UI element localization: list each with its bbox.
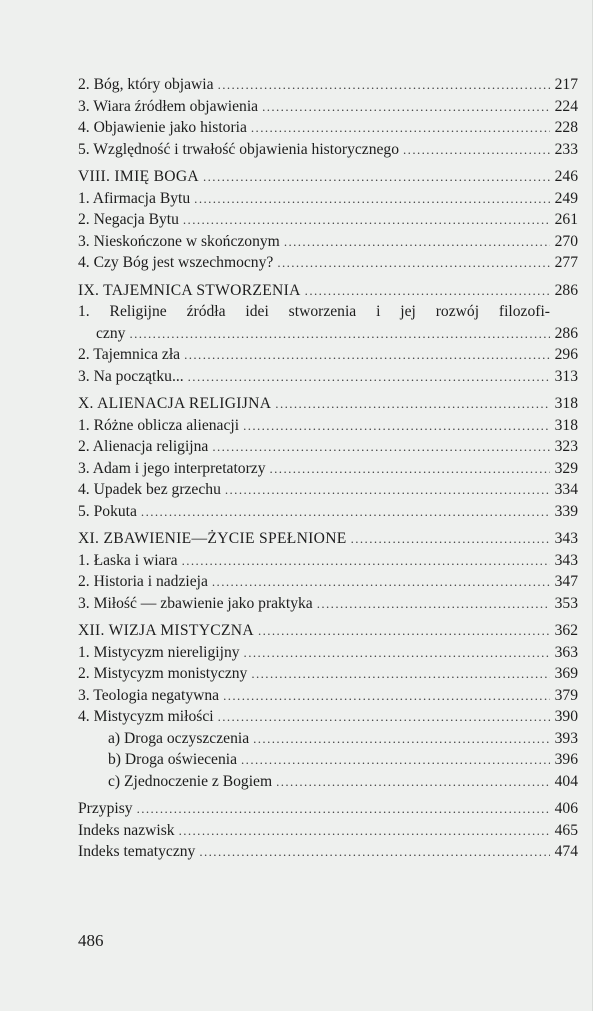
toc-entry xyxy=(78,644,578,666)
toc-entry-page: 313 xyxy=(554,367,578,385)
toc-entry-page: 286 xyxy=(554,324,578,342)
toc-entry-page: 246 xyxy=(554,168,578,185)
toc-entry-page: 347 xyxy=(554,573,578,590)
dot-leader xyxy=(277,255,550,271)
dot-leader xyxy=(203,169,550,185)
toc-entry-page: 465 xyxy=(554,821,578,839)
toc-entry xyxy=(78,190,578,212)
toc-entry-page: 270 xyxy=(554,232,578,250)
toc-entry xyxy=(78,438,578,460)
toc-entry-label: 3. Na początku... xyxy=(78,367,184,385)
toc-entry-label: 2. Alienacja religijna xyxy=(78,438,209,455)
toc-entry-page: 353 xyxy=(554,594,578,612)
toc-entry xyxy=(78,98,578,120)
toc-entry xyxy=(78,417,578,439)
dot-leader xyxy=(351,531,550,547)
toc-entry-label: a) Droga oczyszczenia xyxy=(108,729,250,747)
toc-entry xyxy=(78,552,578,574)
toc-entry-page: 217 xyxy=(554,76,578,93)
toc-chapter-heading xyxy=(78,622,578,644)
toc-entry-page: 233 xyxy=(554,140,578,158)
toc-entry-label: 2. Bóg, który objawia xyxy=(78,76,214,93)
toc-entry-label: 1. Afirmacja Bytu xyxy=(78,189,191,207)
dot-leader xyxy=(141,504,550,520)
toc-chapter-heading xyxy=(78,395,578,417)
dot-leader xyxy=(275,396,550,412)
toc-entry-label: 1. Różne oblicza alienacji xyxy=(78,416,240,434)
toc-entry-page: 363 xyxy=(554,643,578,661)
dot-leader xyxy=(403,142,550,158)
toc-entry-page: 228 xyxy=(554,119,578,136)
toc-entry-page: 390 xyxy=(554,708,578,725)
toc-entry-page: 277 xyxy=(554,254,578,271)
toc-chapter-heading xyxy=(78,168,578,190)
dot-leader xyxy=(241,752,550,768)
toc-entry-page: 286 xyxy=(554,281,578,299)
dot-leader xyxy=(129,326,550,342)
toc-entry-page: 296 xyxy=(554,346,578,363)
dot-leader xyxy=(251,666,550,682)
toc-entry xyxy=(78,211,578,233)
toc-entry xyxy=(78,573,578,595)
toc-entry-label: c) Zjednoczenie z Bogiem xyxy=(108,772,273,790)
dot-leader xyxy=(305,283,550,299)
toc-entry-label: 2. Negacja Bytu xyxy=(78,211,179,228)
dot-leader xyxy=(218,77,550,93)
dot-leader xyxy=(223,688,550,704)
dot-leader xyxy=(258,623,550,639)
toc-entry-page: 474 xyxy=(554,843,578,860)
toc-entry-label: 3. Nieskończone w skończonym xyxy=(78,232,280,250)
toc-entry xyxy=(78,800,578,822)
toc-entry-label-continuation: czny xyxy=(96,324,126,342)
toc-entry xyxy=(78,76,578,98)
dot-leader xyxy=(262,99,550,115)
toc-entry-page: 362 xyxy=(554,622,578,639)
table-of-contents xyxy=(78,76,578,865)
toc-entry xyxy=(78,346,578,368)
toc-entry-label: 1. Mistycyzm niereligijny xyxy=(78,643,240,661)
toc-entry-page: 249 xyxy=(554,189,578,207)
dot-leader xyxy=(212,439,550,455)
toc-entry-label: 4. Objawienie jako historia xyxy=(78,119,247,136)
toc-entry-label: 3. Wiara źródłem objawienia xyxy=(78,97,259,115)
toc-entry xyxy=(78,460,578,482)
toc-chapter-label: IX. TAJEMNICA STWORZENIA xyxy=(78,281,301,299)
toc-entry xyxy=(78,595,578,617)
toc-entry xyxy=(78,233,578,255)
toc-entry-label: 2. Mistycyzm monistyczny xyxy=(78,665,248,682)
toc-entry xyxy=(78,665,578,687)
dot-leader xyxy=(244,645,550,661)
page-number: 486 xyxy=(78,931,104,950)
toc-chapter-label: XI. ZBAWIENIE—ŻYCIE SPEŁNIONE xyxy=(78,530,347,547)
toc-entry xyxy=(78,254,578,276)
toc-entry-page: 339 xyxy=(554,502,578,520)
toc-entry-page: 261 xyxy=(554,211,578,228)
toc-entry-page: 334 xyxy=(554,481,578,498)
dot-leader xyxy=(199,844,550,860)
toc-entry-wrapped-line xyxy=(78,303,578,325)
toc-entry xyxy=(78,325,578,347)
dot-leader xyxy=(284,234,550,250)
toc-chapter-heading xyxy=(78,282,578,304)
dot-leader xyxy=(270,461,551,477)
toc-subentry xyxy=(78,730,578,752)
dot-leader xyxy=(137,801,550,817)
toc-entry-page: 396 xyxy=(554,751,578,768)
toc-entry-label: Indeks nazwisk xyxy=(78,821,175,839)
toc-entry-page: 393 xyxy=(554,729,578,747)
toc-entry-label: Przypisy xyxy=(78,800,133,817)
toc-chapter-heading xyxy=(78,530,578,552)
toc-entry-label: 4. Czy Bóg jest wszechmocny? xyxy=(78,254,274,271)
toc-entry xyxy=(78,822,578,844)
toc-entry-label: 1. Łaska i wiara xyxy=(78,551,178,569)
dot-leader xyxy=(194,191,550,207)
toc-entry xyxy=(78,843,578,865)
dot-leader xyxy=(218,709,550,725)
toc-entry-label: 2. Tajemnica zła xyxy=(78,346,181,363)
toc-entry xyxy=(78,708,578,730)
toc-entry-label: Indeks tematyczny xyxy=(78,843,196,860)
toc-entry-page: 323 xyxy=(554,438,578,455)
dot-leader xyxy=(253,731,550,747)
toc-entry-page: 318 xyxy=(554,416,578,434)
toc-entry-label: 5. Pokuta xyxy=(78,502,137,520)
toc-entry-page: 369 xyxy=(554,665,578,682)
toc-entry-page: 329 xyxy=(554,459,578,477)
toc-subentry xyxy=(78,773,578,795)
toc-entry-page: 404 xyxy=(554,772,578,790)
toc-entry xyxy=(78,119,578,141)
dot-leader xyxy=(251,120,550,136)
dot-leader xyxy=(212,574,550,590)
toc-entry-label: b) Droga oświecenia xyxy=(108,751,238,768)
toc-entry xyxy=(78,141,578,163)
dot-leader xyxy=(184,347,550,363)
toc-chapter-label: XII. WIZJA MISTYCZNA xyxy=(78,622,254,639)
toc-entry-page: 224 xyxy=(554,97,578,115)
toc-entry-label: 2. Historia i nadzieja xyxy=(78,573,208,590)
toc-entry-page: 318 xyxy=(554,395,578,412)
toc-entry-page: 406 xyxy=(554,800,578,817)
dot-leader xyxy=(317,596,550,612)
toc-entry-page: 343 xyxy=(554,530,578,547)
toc-entry-label: 4. Upadek bez grzechu xyxy=(78,481,221,498)
dot-leader xyxy=(276,774,550,790)
dot-leader xyxy=(243,418,550,434)
toc-entry-label: 3. Teologia negatywna xyxy=(78,686,220,704)
toc-entry-label: 4. Mistycyzm miłości xyxy=(78,708,214,725)
dot-leader xyxy=(183,212,550,228)
dot-leader xyxy=(179,823,550,839)
toc-chapter-label: VIII. IMIĘ BOGA xyxy=(78,168,199,185)
toc-entry-label: 3. Miłość — zbawienie jako praktyka xyxy=(78,594,313,612)
toc-entry-page: 343 xyxy=(554,551,578,569)
toc-entry-page: 379 xyxy=(554,686,578,704)
toc-entry-label: 1. Religijne źródła idei stworzenia i jej rozwój filozofi- xyxy=(78,303,550,320)
toc-entry xyxy=(78,368,578,390)
dot-leader xyxy=(225,482,550,498)
toc-entry-label: 5. Względność i trwałość objawienia historycznego xyxy=(78,140,400,158)
toc-entry-label: 3. Adam i jego interpretatorzy xyxy=(78,459,266,477)
toc-subentry xyxy=(78,751,578,773)
toc-entry xyxy=(78,481,578,503)
dot-leader xyxy=(182,553,550,569)
dot-leader xyxy=(188,369,550,385)
toc-entry xyxy=(78,687,578,709)
toc-entry xyxy=(78,503,578,525)
toc-chapter-label: X. ALIENACJA RELIGIJNA xyxy=(78,395,272,412)
